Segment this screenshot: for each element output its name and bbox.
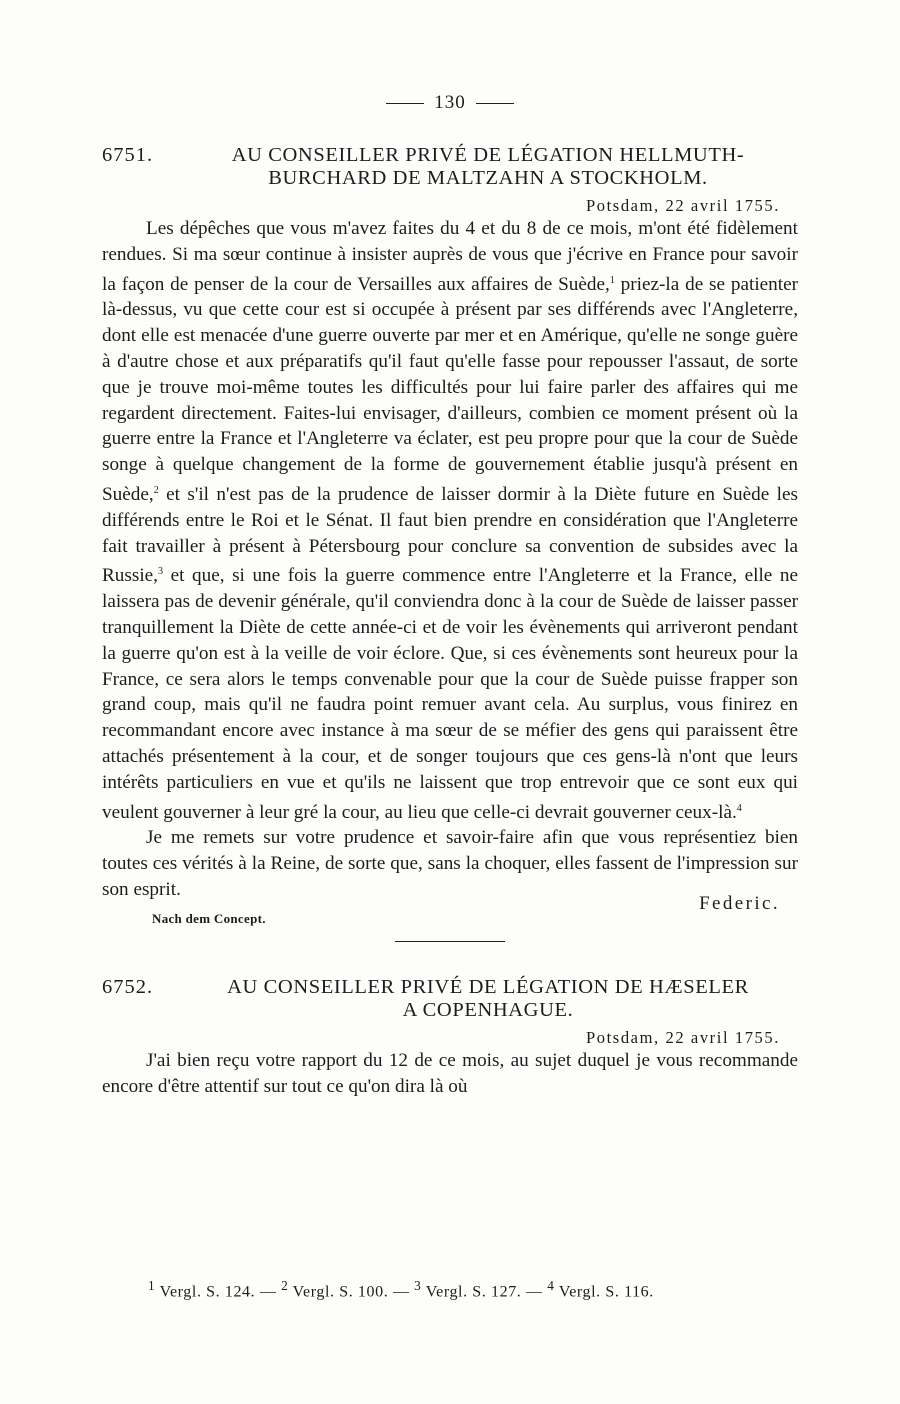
letter-number: 6751. — [102, 144, 154, 166]
letter-number: 6752. — [102, 975, 154, 998]
text: et que, si une fois la guerre commence entre l'Angleterre et la France, elle ne laissera pas de devenir générale, qu'il conviendra donc à la cour de Suède de laisser passer tranquillement la Diète de cette année-ci et de voir les évènements qui arriveront pendant la guerre qu'on est à la veille de voir éclore. Que, si ces évènements sont heureux pour la France, ce sera alors le temps convenable pour que la cour de Suède puisse frapper son grand coup, mais qu'il ne faudra point remuer avant cela. Au surplus, vous finirez en recommandant encore avec instance à ma sœur de se méfier des gens qui paraissent être attachés présentement à la cour, et de songer toujours que ces gens-là n'ont que leurs intérêts particuliers en vue et qu'ils ne laissent que trop entrevoir que ce sont eux qui veulent gouverner à leur gré la cour, au lieu que celle-ci devrait gouverner ceux-là. — [102, 565, 798, 823]
text: et s'il n'est pas de la prudence de laisser dormir à la Diète future en Suède les différends entre le Roi et le Sénat. Il faut bien prendre en considération que l'Angleterre fait travailler à présent à Pétersbourg pour conclure sa convention de subsides avec la Russie, — [102, 483, 798, 587]
section-divider — [395, 941, 505, 942]
letter-title-line: AU CONSEILLER PRIVÉ DE LÉGATION DE HÆSELER — [227, 975, 749, 998]
footnote-mark: 1 — [148, 1278, 156, 1293]
letter-title-line: A COPENHAGUE. — [402, 998, 574, 1021]
footnote-ref: 4 — [736, 802, 742, 814]
letter-title — [178, 976, 798, 1022]
dateline: Potsdam, 22 avril 1755. — [585, 196, 780, 215]
footnote-text: Vergl. S. 116. — [558, 1283, 654, 1301]
paragraph: Je me remets sur votre prudence et savoir-faire afin que vous représentiez bien toutes ces vérités à la Reine, de sorte que, sans la choquer, elles fassent de l'impression sur son esprit. — [102, 827, 798, 900]
paragraph — [102, 216, 798, 825]
footnote-text: Vergl. S. 124. — [159, 1283, 256, 1301]
dateline: Potsdam, 22 avril 1755. — [585, 1027, 780, 1047]
footnote-text: Vergl. S. 127. — [425, 1283, 522, 1301]
letter-body — [102, 216, 798, 903]
footnote-separator: — — [259, 1283, 277, 1301]
page-number — [102, 92, 798, 122]
footnote-separator: — — [392, 1283, 410, 1301]
footnote-ref: 1 — [609, 274, 615, 286]
letter-heading — [102, 976, 798, 1022]
letter-title-line: AU CONSEILLER PRIVÉ DE LÉGATION HELLMUTH- — [231, 144, 745, 166]
letter-title — [178, 144, 798, 190]
signature: Federic. — [699, 892, 780, 914]
paragraph: J'ai bien reçu votre rapport du 12 de ce mois, au sujet duquel je vous recommande encore d'être attentif sur tout ce qu'on dira là où — [102, 1049, 798, 1097]
text: Les dépêches que vous m'avez faites du 4 et du 8 de ce mois, m'ont été fidèlement rendues. Si ma sœur continue à insister auprès de vous que j'écrive en France pour savoir la façon de penser de la cour de Versailles aux affaires de Suède, — [102, 218, 798, 295]
page-number-dash-right — [476, 103, 514, 104]
footnote-ref: 2 — [153, 484, 159, 496]
footnote-ref: 3 — [157, 566, 163, 578]
page-number-dash-left — [386, 103, 424, 104]
letter-title-line: BURCHARD DE MALTZAHN A STOCKHOLM. — [268, 167, 708, 189]
page-number-text: 130 — [434, 92, 466, 113]
text: priez-la de se patienter là-dessus, vu que cette cour est si occupée à présent par ses différends avec l'Angleterre, dont elle est menacée d'une guerre ouverte par mer et en Amérique, qu'elle ne songe guère à d'autre chose et aux préparatifs qu'il faut qu'elle fasse pour repousser l'assaut, de sorte que je trouve moi-même toutes les difficultés pour lui faire parler des affaires qui me regardent directement. Faites-lui envisager, d'ailleurs, combien ce moment présent où la guerre entre la France et l'Angleterre va éclater, est peu propre pour que la cour de Suède songe à quelque changement de la forme de gouvernement établie jusqu'à présent en Suède, — [102, 273, 798, 505]
footnote-separator: — — [526, 1283, 543, 1301]
letter-heading — [102, 144, 798, 190]
signature-row — [102, 892, 798, 933]
letter-body — [102, 1048, 798, 1100]
footnote-mark: 4 — [547, 1278, 555, 1293]
page — [102, 92, 798, 1099]
footnote-mark: 3 — [414, 1278, 422, 1293]
footnotes — [148, 1278, 654, 1301]
footnote-text: Vergl. S. 100. — [292, 1283, 389, 1301]
source-note: Nach dem Concept. — [152, 910, 266, 926]
footnote-mark: 2 — [281, 1278, 289, 1293]
